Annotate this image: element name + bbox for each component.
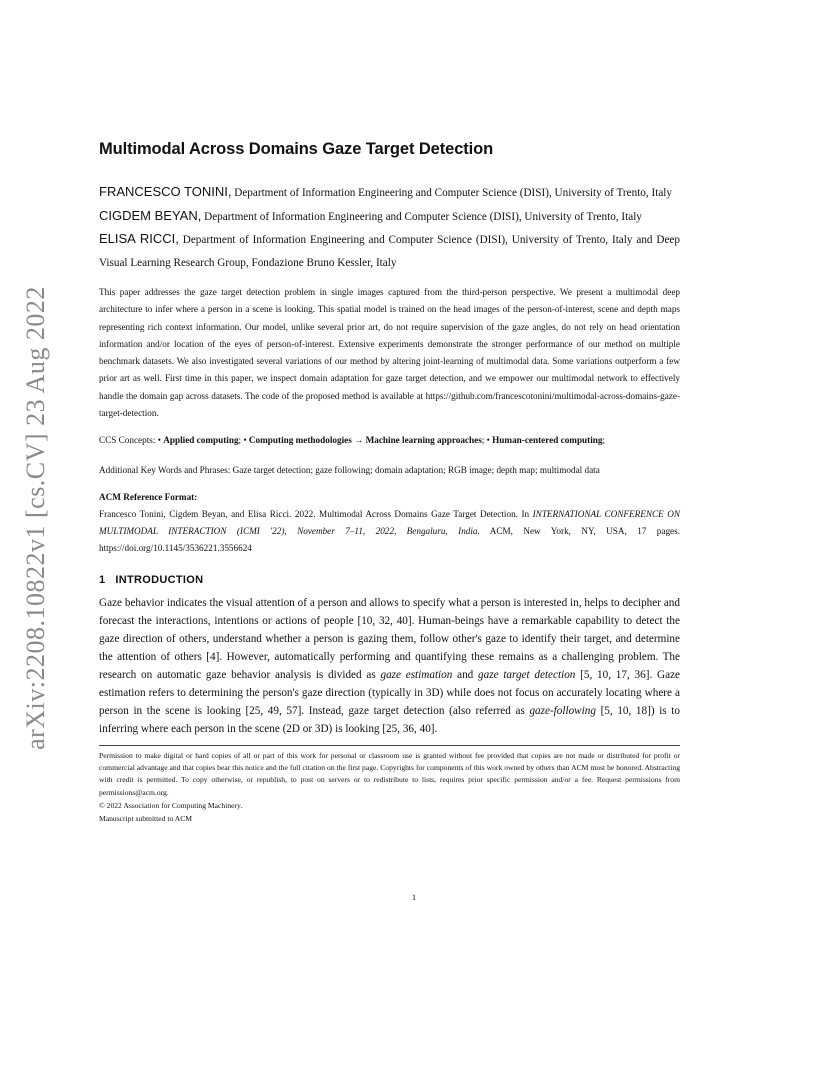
intro-emphasis: gaze estimation xyxy=(380,668,453,681)
intro-text: [5, 10, 18]) is to inferring where each person in the scene (2D or 3D) is looking [25, 36, 40]. xyxy=(99,704,680,735)
ccs-concepts: CCS Concepts: • Applied computing; • Computing methodologies → Machine learning approaches; • Human-centered computing; xyxy=(99,435,606,446)
reference-prefix: Francesco Tonini, Cigdem Beyan, and Elisa Ricci. 2022. Multimodal Across Domains Gaze Target Detection. In xyxy=(99,508,533,519)
author-name: ELISA RICCI, xyxy=(99,231,179,246)
permission-notice: Permission to make digital or hard copies of all or part of this work for personal or classroom use is granted without fee provided that copies are not made or distributed for profit or commercial advantage and that copies bear this notice and the full citation on the first page. Copyrights for components of this work owned by others than ACM must be honored. Abstracting with credit is permitted. To copy otherwise, or republish, to post on servers or to redistribute to lists, requires prior specific permission and/or a fee. Request permissions from permissions@acm.org. xyxy=(99,750,680,797)
author-affiliation: Department of Information Engineering and Computer Science (DISI), University of Trento, Italy xyxy=(204,210,642,223)
ccs-concept: Machine learning approaches xyxy=(365,435,482,446)
section-number: 1 xyxy=(99,573,106,586)
ccs-concept: Human-centered computing xyxy=(492,435,603,446)
author-entry xyxy=(99,181,680,205)
manuscript-note: Manuscript submitted to ACM xyxy=(99,814,193,824)
reference-format xyxy=(99,506,680,558)
intro-emphasis: gaze target detection xyxy=(478,668,576,681)
section-heading xyxy=(99,574,680,586)
page-number: 1 xyxy=(411,892,417,902)
ccs-concept: Computing methodologies xyxy=(248,435,352,446)
ccs-label: CCS Concepts: xyxy=(99,435,158,446)
intro-paragraph xyxy=(99,594,680,738)
ccs-concept: Applied computing xyxy=(163,435,239,446)
reference-format-heading: ACM Reference Format: xyxy=(99,491,198,502)
author-name: FRANCESCO TONINI, xyxy=(99,184,232,199)
reference-venue: INTERNATIONAL CONFERENCE ON MULTIMODAL INTERACTION (ICMI '22), November 7–11, 2022, Bengaluru, India. xyxy=(99,508,680,536)
author-entry xyxy=(99,205,680,229)
reference-suffix: ACM, New York, NY, USA, 17 pages. https://doi.org/10.1145/3536221.3556624 xyxy=(99,525,680,554)
author-entry xyxy=(99,228,680,274)
intro-text: and xyxy=(452,668,479,681)
keywords: Additional Key Words and Phrases: Gaze target detection; gaze following; domain adaptation; RGB image; depth map; multimodal data xyxy=(99,464,600,475)
copyright-notice: © 2022 Association for Computing Machinery. xyxy=(99,801,243,811)
abstract: This paper addresses the gaze target detection problem in single images captured from the third-person perspective. We present a multimodal deep architecture to infer where a person in a scene is looking. This spatial model is trained on the head images of the person-of-interest, scene and depth maps representing rich context information. Our model, unlike several prior art, do not require supervision of the gaze angles, do not rely on head orientation information and/or location of the eyes of person-of-interest. Extensive experiments demonstrate the stronger performance of our method on multiple benchmark datasets. We also investigated several variations of our method by altering joint-learning of multimodal data. Some variations outperform a few prior art as well. First time in this paper, we inspect domain adaptation for gaze target detection, and we empower our multimodal network to effectively handle the domain gap across datasets. The code of the proposed method is available at https://github.com/francescotonini/multimodal-across-domains-gaze-target-detection. xyxy=(99,287,680,419)
author-name: CIGDEM BEYAN, xyxy=(99,207,202,223)
author-affiliation: Department of Information Engineering and Computer Science (DISI), University of Trento, Italy xyxy=(234,187,672,199)
author-affiliation: Department of Information Engineering and Computer Science (DISI), University of Trento, Italy and Deep Visual Learning Research Group, Fondazione Bruno Kessler, Italy xyxy=(99,234,680,269)
paper-title: Multimodal Across Domains Gaze Target Detection xyxy=(99,140,494,158)
intro-emphasis: gaze-following xyxy=(529,704,596,717)
section-title: INTRODUCTION xyxy=(115,573,204,586)
author-list xyxy=(99,181,680,274)
ccs-arrow: → xyxy=(351,435,366,446)
paper-page xyxy=(99,140,680,825)
intro-text: Gaze behavior indicates the visual attention of a person and allows to specify what a person is interested in, helps to decipher and forecast the interactions, intentions or actions of people [10, 32, 40]. Human-beings have a remarkable capability to detect the gaze direction of others, understand whether a person is gazing them, follow other's gaze to identify their target, and determine the attention of others [4]. However, automatically performing and quantifying these remains as a challenging problem. The research on automatic gaze behavior analysis is divided as xyxy=(99,596,680,681)
arxiv-id: arXiv:2208.10822v1 [cs.CV] 23 Aug 2022 xyxy=(21,286,51,750)
footnote-divider xyxy=(99,745,680,746)
intro-text: [5, 10, 17, 36]. Gaze estimation refers to determining the person's gaze direction (typically in 3D) while does not focus on accurately locating where a person in the scene is looking [25, 49, 57]. Instead, gaze target detection (also referred as xyxy=(99,668,681,717)
arxiv-watermark xyxy=(16,278,56,758)
